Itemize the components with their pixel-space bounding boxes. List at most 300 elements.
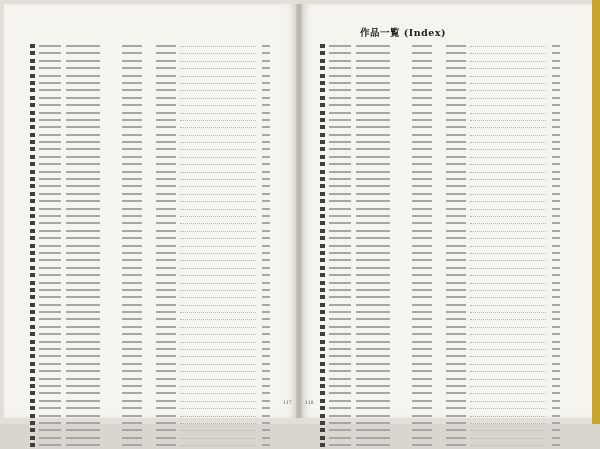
index-row-title [66,348,100,350]
index-row [320,183,560,190]
index-row [30,309,270,316]
index-row-pg [262,156,270,158]
index-row [30,95,270,102]
index-row-name [329,385,351,387]
index-row-leader [180,379,256,380]
index-row-name [329,355,351,357]
index-row-dim [156,141,176,143]
index-row-name [39,230,61,232]
index-row-name [39,296,61,298]
index-row-date [122,282,142,284]
index-row-date [412,363,432,365]
index-row-date [412,156,432,158]
index-row-glyph [320,103,325,107]
index-row [320,198,560,205]
index-row-name [329,126,351,128]
index-row-leader [180,297,256,298]
index-row-glyph [320,369,325,373]
index-row-pg [262,385,270,387]
index-heading: 作品一覧 (Index) [360,28,446,39]
index-row-dim [156,370,176,372]
index-row-glyph [30,74,35,78]
index-row-title [66,178,100,180]
index-row-leader [470,319,546,320]
index-row-name [329,208,351,210]
index-row [320,102,560,109]
index-row-dim [156,304,176,306]
index-row-dim [156,333,176,335]
index-row-date [412,52,432,54]
index-row-dim [446,415,466,417]
index-row [320,228,560,235]
index-row-title [356,245,390,247]
index-row-pg [262,163,270,165]
index-row-name [39,178,61,180]
index-row-pg [552,178,560,180]
index-row-date [412,222,432,224]
index-row-leader [180,164,256,165]
index-row-name [39,326,61,328]
index-row-glyph [30,96,35,100]
index-row-date [412,392,432,394]
index-row-glyph [30,303,35,307]
index-row [320,117,560,124]
index-row-dim [446,171,466,173]
index-row-name [329,245,351,247]
index-row-leader [470,408,546,409]
index-row-name [39,392,61,394]
index-row-date [412,75,432,77]
index-row-date [412,141,432,143]
index-row-leader [180,246,256,247]
index-row-pg [262,200,270,202]
index-row-dim [156,296,176,298]
index-row-date [412,178,432,180]
index-row [30,124,270,131]
index-row [30,58,270,65]
index-row-leader [470,283,546,284]
index-row-glyph [30,310,35,314]
index-row-pg [262,171,270,173]
index-row-name [39,348,61,350]
index-row-pg [552,444,560,446]
index-row [320,442,560,449]
index-row-dim [446,193,466,195]
index-row [320,124,560,131]
index-row-leader [470,223,546,224]
index-row-glyph [320,295,325,299]
index-row-date [122,82,142,84]
index-row-glyph [30,162,35,166]
index-row-dim [156,245,176,247]
index-row-glyph [320,266,325,270]
index-row-name [39,75,61,77]
index-row-title [356,141,390,143]
index-row-dim [156,392,176,394]
index-row-dim [156,178,176,180]
index-row-title [356,112,390,114]
index-row [30,110,270,117]
index-row-name [39,429,61,431]
index-row-leader [470,342,546,343]
index-row-dim [156,407,176,409]
index-row-pg [262,304,270,306]
index-row-name [329,311,351,313]
index-row [320,413,560,420]
index-row-dim [156,200,176,202]
index-row [320,250,560,257]
index-row-name [39,437,61,439]
index-row-name [39,119,61,121]
index-row-date [412,134,432,136]
index-row-name [329,252,351,254]
index-row-leader [180,83,256,84]
index-row-name [329,341,351,343]
index-row-name [39,274,61,276]
index-row-leader [470,201,546,202]
index-row-glyph [30,88,35,92]
index-row-name [39,259,61,261]
index-row-leader [470,356,546,357]
index-row-pg [552,348,560,350]
index-row-leader [180,135,256,136]
index-row-pg [552,252,560,254]
index-row-title [356,148,390,150]
index-row-title [356,252,390,254]
index-row [30,220,270,227]
index-row-leader [470,142,546,143]
index-row [30,287,270,294]
index-row-leader [470,238,546,239]
index-row-pg [552,400,560,402]
index-row-leader [470,186,546,187]
index-row-title [66,52,100,54]
index-row-name [329,185,351,187]
index-row-leader [180,142,256,143]
index-row-date [412,437,432,439]
index-row-dim [446,200,466,202]
index-row [320,235,560,242]
index-row-name [39,193,61,195]
index-row-leader [470,401,546,402]
index-row-title [66,208,100,210]
index-row-pg [552,185,560,187]
index-row [320,361,560,368]
index-row-pg [262,193,270,195]
index-row-pg [552,45,560,47]
index-row-date [412,171,432,173]
index-row-dim [446,67,466,69]
index-row [30,316,270,323]
index-row-leader [180,120,256,121]
index-row-name [329,97,351,99]
index-row-date [122,326,142,328]
index-row-pg [552,134,560,136]
index-row-name [329,326,351,328]
index-row [320,191,560,198]
index-row-date [412,289,432,291]
index-row-leader [470,379,546,380]
index-row-pg [552,141,560,143]
index-row-name [39,112,61,114]
index-row [320,353,560,360]
index-row-date [122,385,142,387]
index-row-leader [470,127,546,128]
index-row-leader [180,201,256,202]
index-row-title [356,75,390,77]
index-row-title [66,215,100,217]
index-row [320,339,560,346]
index-row-date [122,208,142,210]
index-row-pg [262,333,270,335]
index-row-title [66,134,100,136]
index-row-title [66,296,100,298]
index-row-title [66,429,100,431]
index-row-title [66,378,100,380]
index-row-dim [446,348,466,350]
index-row-dim [156,193,176,195]
index-row-leader [470,90,546,91]
index-row-glyph [320,96,325,100]
index-row-dim [446,385,466,387]
index-row-title [356,104,390,106]
index-row-date [412,407,432,409]
index-row-name [329,52,351,54]
index-row-pg [552,245,560,247]
index-row-date [122,267,142,269]
index-row-leader [180,179,256,180]
index-row-date [122,237,142,239]
index-row [30,132,270,139]
index-row-glyph [30,170,35,174]
index-row-leader [180,209,256,210]
index-row-glyph [30,236,35,240]
index-row [30,198,270,205]
index-row-pg [262,407,270,409]
index-row-date [412,252,432,254]
index-row [320,65,560,72]
index-row-pg [552,163,560,165]
index-row-title [356,89,390,91]
index-row-title [356,230,390,232]
index-row-leader [470,179,546,180]
index-row-name [329,429,351,431]
index-row-pg [552,429,560,431]
index-row-pg [552,304,560,306]
index-row-leader [470,305,546,306]
index-row-dim [446,274,466,276]
index-row-leader [180,216,256,217]
index-row-pg [262,252,270,254]
index-row-name [329,82,351,84]
index-row [320,376,560,383]
index-row-pg [262,230,270,232]
index-row [30,87,270,94]
index-row-title [66,237,100,239]
index-row-name [329,237,351,239]
index-row-glyph [320,199,325,203]
index-row-leader [180,430,256,431]
index-row-title [66,341,100,343]
index-row-name [39,444,61,446]
index-row-title [66,304,100,306]
index-row-date [412,163,432,165]
index-row-leader [470,231,546,232]
index-row-title [356,392,390,394]
index-row-name [329,148,351,150]
index-row [30,213,270,220]
index-row-dim [156,326,176,328]
index-row-dim [156,348,176,350]
index-row-pg [552,385,560,387]
index-row-pg [262,119,270,121]
index-row-pg [262,52,270,54]
index-row-date [412,333,432,335]
index-row-leader [180,438,256,439]
index-row-title [356,400,390,402]
index-row-dim [446,97,466,99]
index-row-name [39,67,61,69]
index-row-dim [446,282,466,284]
index-row-title [356,341,390,343]
index-row-pg [552,75,560,77]
index-row-title [356,134,390,136]
index-row-glyph [30,332,35,336]
index-row-date [122,230,142,232]
index-row-title [66,193,100,195]
index-row-pg [552,341,560,343]
index-row-leader [470,275,546,276]
index-row [320,294,560,301]
index-row-date [412,370,432,372]
index-row-title [66,333,100,335]
index-row [320,206,560,213]
index-row-date [122,52,142,54]
index-row-pg [262,148,270,150]
index-row-date [122,341,142,343]
index-row-pg [552,97,560,99]
index-row-leader [470,246,546,247]
index-row-glyph [30,428,35,432]
index-row-date [412,259,432,261]
index-row-glyph [30,273,35,277]
index-row-leader [470,76,546,77]
index-row [320,161,560,168]
index-row-name [39,171,61,173]
index-row [30,250,270,257]
index-row-glyph [30,281,35,285]
index-row-pg [262,311,270,313]
index-row-date [412,282,432,284]
index-row-name [39,318,61,320]
index-row-leader [180,312,256,313]
index-row-date [122,141,142,143]
index-row-pg [262,415,270,417]
index-row-name [329,141,351,143]
index-row-leader [180,231,256,232]
index-row-name [39,407,61,409]
index-row-title [356,208,390,210]
index-row-glyph [30,221,35,225]
index-row-glyph [320,214,325,218]
index-row-glyph [30,103,35,107]
index-row-glyph [320,281,325,285]
index-row-glyph [320,118,325,122]
index-row-title [356,185,390,187]
index-row-glyph [320,207,325,211]
index-row-name [39,104,61,106]
index-row-pg [552,370,560,372]
index-row-leader [470,349,546,350]
index-row-glyph [320,66,325,70]
index-row-pg [262,67,270,69]
index-row-date [412,267,432,269]
index-row-dim [156,171,176,173]
index-row-glyph [30,384,35,388]
index-row-title [356,282,390,284]
index-row-name [329,60,351,62]
index-row-name [329,348,351,350]
index-row [30,235,270,242]
index-row-pg [262,60,270,62]
index-row-dim [156,230,176,232]
index-row [30,169,270,176]
index-row-name [39,208,61,210]
index-row-name [329,304,351,306]
index-row-pg [552,112,560,114]
index-row-name [39,148,61,150]
index-row-title [66,156,100,158]
index-row-pg [552,355,560,357]
index-row-pg [552,407,560,409]
index-row-leader [180,98,256,99]
index-row-pg [262,208,270,210]
index-row-pg [552,89,560,91]
index-row-dim [156,126,176,128]
index-row [30,65,270,72]
index-row-dim [446,215,466,217]
index-row-dim [156,45,176,47]
index-row-title [66,245,100,247]
index-row-pg [262,289,270,291]
index-row-pg [262,363,270,365]
index-row-glyph [30,147,35,151]
index-row-title [356,45,390,47]
index-row-title [66,60,100,62]
index-row-leader [180,186,256,187]
index-row [30,257,270,264]
index-row [320,309,560,316]
index-row [30,265,270,272]
index-row-pg [552,193,560,195]
index-row [30,331,270,338]
index-row-title [66,89,100,91]
index-row-title [356,318,390,320]
index-row-glyph [30,177,35,181]
index-row-title [356,370,390,372]
index-row-dim [156,119,176,121]
index-row-name [329,156,351,158]
index-row-title [66,444,100,446]
index-row-dim [156,208,176,210]
index-row-pg [262,237,270,239]
index-row-title [356,171,390,173]
index-row-pg [552,267,560,269]
index-row [320,280,560,287]
index-row-title [356,378,390,380]
index-row-name [39,52,61,54]
index-row-title [66,415,100,417]
